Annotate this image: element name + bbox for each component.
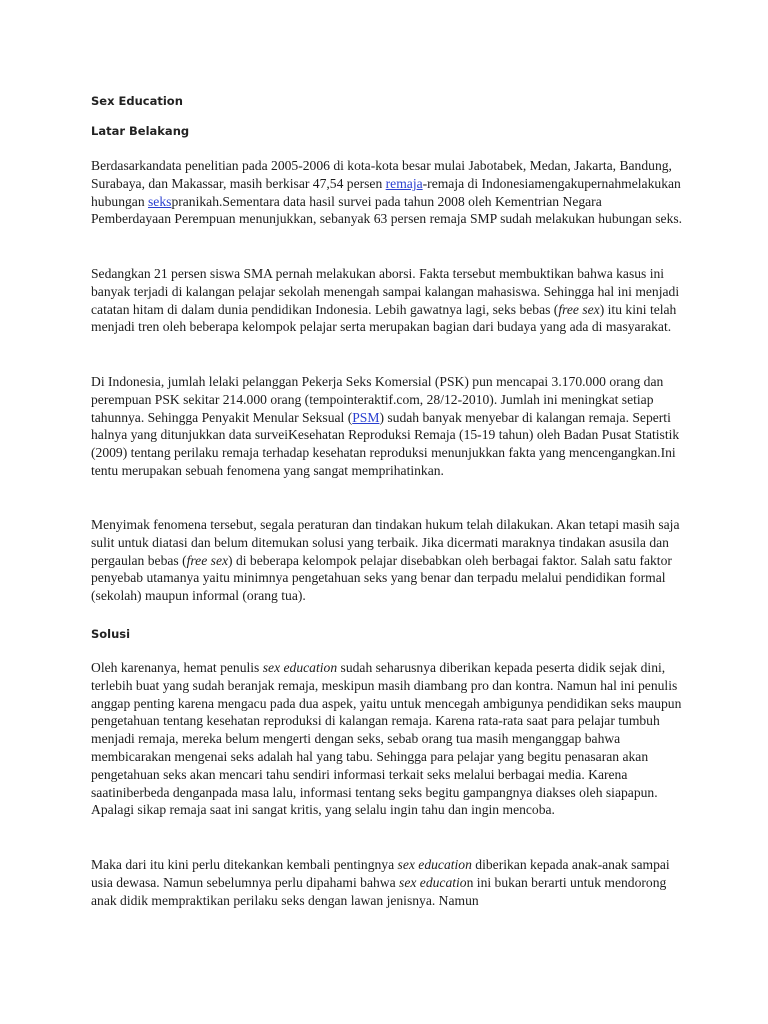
paragraph-1-text-b: -remaja di Indonesiamengakupernahmelakukan hubungan [91,175,681,209]
link-seks[interactable]: seks [148,193,172,209]
heading-solusi: Solusi [91,627,131,641]
paragraph-5-text-b: sudah seharusnya diberikan kepada peserta didik sejak dini, terlebih buat yang sudah beranjak remaja, meskipun masih diambang pro dan kontra. Namun hal ini penulis anggap penting karena mengacu pada dua aspek, yaitu untuk mencegah ambigunya pendidikan seks maupun pengetahuan tentang kesehatan reproduksi di kalangan remaja. Karena rata-rata saat para pelajar tumbuh menjadi remaja, mereka belum mengerti dengan seks, sebab orang tua masih menganggap bahwa membicarakan mengenai seks adalah hal yang tabu. Sehingga para pelajar yang begitu penasaran akan pengetahuan seks akan mencari tahu sendiri informasi terkait seks melalui berbagai media. Karena saatiniberbeda denganpada masa lalu, informasi tentang seks begitu gampangnya diakses oleh siapapun. Apalagi sikap remaja saat ini sangat kritis, yang selalu ingin tahu dan ingin mencoba. [91,660,682,818]
paragraph-4-text-a: Menyimak fenomena tersebut, segala peraturan dan tindakan hukum telah dilakukan. Akan tetapi masih saja sulit untuk diatasi dan belum ditemukan solusi yang terbaik. Jika dicermati maraknya tindakan asusila dan pergaulan bebas ( [91,517,680,568]
paragraph-2 [91,265,683,336]
paragraph-4 [91,516,683,605]
paragraph-6-text-b: diberikan kepada anak-anak sampai usia dewasa. Namun sebelumnya perlu dipahami bahwa [91,857,670,890]
document-title: Sex Education [91,94,183,108]
paragraph-6-text-c: n ini bukan berarti untuk mendorong anak didik mempraktikan perilaku seks dengan lawan jenisnya. Namun [91,874,667,908]
paragraph-5 [91,659,683,819]
paragraph-1-text-a: Berdasarkandata penelitian pada 2005-2006 di kota-kota besar mulai Jabotabek, Medan, Jakarta, Bandung, Surabaya, dan Makassar, masih berkisar 47,54 persen [91,158,672,191]
paragraph-4-text-b: ) di beberapa kelompok pelajar disebabkan oleh berbagai faktor. Salah satu faktor penyebab utamanya yaitu minimnya pengetahuan seks yang benar dan terpadu melalui pendidikan formal (sekolah) maupun informal (orang tua). [91,552,672,604]
paragraph-3-text-b: ) sudah banyak menyebar di kalangan remaja. Seperti halnya yang ditunjukkan data surveiKesehatan Reproduksi Remaja (15-19 tahun) oleh Badan Pusat Statistik (2009) tentang perilaku remaja terhadap kesehatan reproduksi menunjukkan fakta yang mencengangkan.Ini tentu merupakan sebuah fenomena yang sangat memprihatinkan. [91,409,680,478]
paragraph-5-italic: sex education [262,660,338,675]
paragraph-6-italic-1: sex education [397,857,472,872]
paragraph-6-italic-2: sex educatio [399,874,467,890]
paragraph-5-text-a: Oleh karenanya, hemat penulis [91,660,263,675]
paragraph-3-text-a: Di Indonesia, jumlah lelaki pelanggan Pekerja Seks Komersial (PSK) pun mencapai 3.170.000 orang dan perempuan PSK sekitar 214.000 orang (tempointeraktif.com, 28/12-2010). Jumlah ini meningkat setiap tahunnya. Sehingga Penyakit Menular Seksual ( [91,374,664,425]
heading-latar-belakang: Latar Belakang [91,124,190,138]
paragraph-1 [91,157,683,228]
paragraph-6 [91,856,683,909]
paragraph-6-text-a: Maka dari itu kini perlu ditekankan kembali pentingnya [91,857,398,872]
link-remaja[interactable]: remaja [385,175,423,191]
paragraph-3 [91,373,683,480]
paragraph-2-italic: free sex [558,301,600,317]
link-psm[interactable]: PSM [352,409,380,425]
paragraph-1-text-c: pranikah.Sementara data hasil survei pada tahun 2008 oleh Kementrian Negara Pemberdayaan Perempuan menunjukkan, sebanyak 63 persen remaja SMP sudah melakukan hubungan seks. [91,193,683,227]
paragraph-4-italic: free sex [186,552,229,568]
paragraph-2-text-a: Sedangkan 21 persen siswa SMA pernah melakukan aborsi. Fakta tersebut membuktikan bahwa kasus ini banyak terjadi di kalangan pelajar sekolah menengah sampai kalangan mahasiswa. Sehingga hal ini menjadi catatan hitam di dalam dunia pendidikan Indonesia. Lebih gawatnya lagi, seks bebas ( [91,266,680,317]
paragraph-2-text-b: ) itu kini telah menjadi tren oleh beberapa kelompok pelajar serta merupakan bagian dari budaya yang ada di masyarakat. [91,301,677,335]
